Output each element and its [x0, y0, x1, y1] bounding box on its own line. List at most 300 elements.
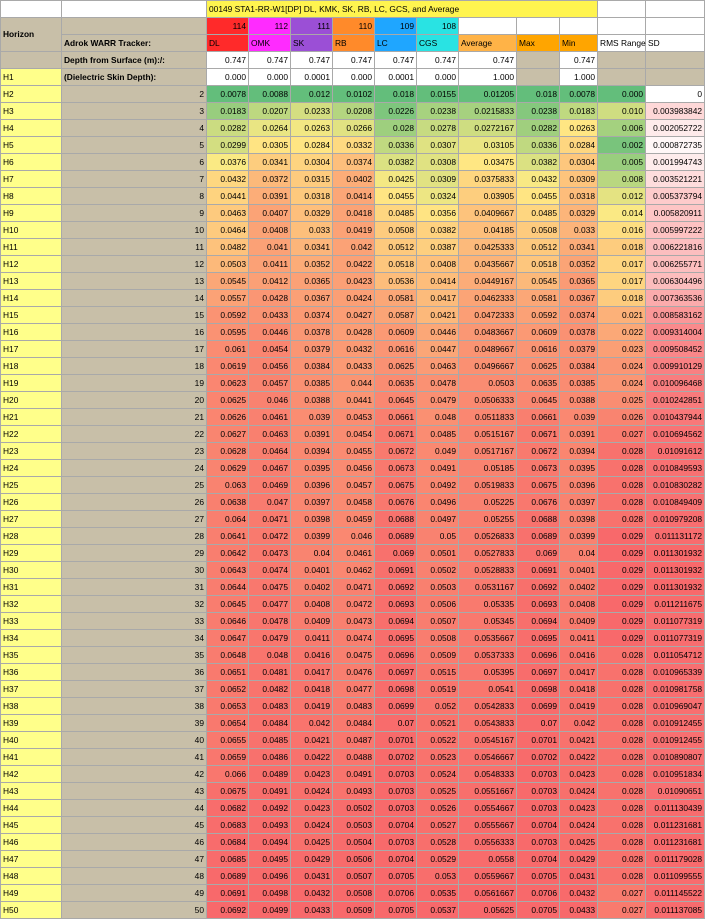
value-cell: 0.028	[598, 715, 646, 732]
value-cell: 0.011301932	[646, 562, 705, 579]
value-cell: 0.0454	[249, 341, 291, 358]
value-cell: 0.0512	[517, 239, 560, 256]
value-cell: 0.0531167	[459, 579, 517, 596]
value-cell: 0.027	[598, 426, 646, 443]
value-cell: 0.0233	[291, 103, 333, 120]
index-cell: 34	[62, 630, 207, 647]
value-cell: 0.0309	[417, 171, 459, 188]
index-cell: 18	[62, 358, 207, 375]
value-cell: 0.0672	[375, 443, 417, 460]
value-cell: 0.0078	[207, 86, 249, 103]
value-cell: 0.039	[291, 409, 333, 426]
value-cell: 0.0691	[375, 562, 417, 579]
index-cell: 29	[62, 545, 207, 562]
value-cell: 0.042	[333, 239, 375, 256]
value-cell: 0.0479	[249, 630, 291, 647]
value-cell: 0.0208	[333, 103, 375, 120]
table-row	[1, 494, 705, 511]
value-cell: 0.046	[249, 392, 291, 409]
horizon-label: H44	[1, 800, 62, 817]
value-cell: 0.0457	[333, 477, 375, 494]
value-cell: 0.03905	[459, 188, 517, 205]
horizon-label: H40	[1, 732, 62, 749]
value-cell: 0.0423	[333, 273, 375, 290]
value-cell: 0.026	[598, 409, 646, 426]
value-cell: 0.0299	[207, 137, 249, 154]
skin-row-cell: 0.000	[333, 69, 375, 86]
value-cell: 0.0647	[207, 630, 249, 647]
value-cell: 0.0385	[560, 375, 598, 392]
value-cell: 0.018	[598, 290, 646, 307]
horizon-label: H50	[1, 902, 62, 919]
table-row	[1, 528, 705, 545]
horizon-label: H48	[1, 868, 62, 885]
value-cell: 0.022	[598, 324, 646, 341]
value-cell: 0.029	[598, 528, 646, 545]
value-cell: 0.0625	[375, 358, 417, 375]
value-cell: 0.0706	[375, 885, 417, 902]
value-cell: 0.011145522	[646, 885, 705, 902]
value-cell: 0.0397	[560, 494, 598, 511]
value-cell: 0.0528833	[459, 562, 517, 579]
value-cell: 0.0382	[517, 154, 560, 171]
value-cell: 0.014	[598, 205, 646, 222]
value-cell: 0.0697	[375, 664, 417, 681]
value-cell: 0.0424	[333, 290, 375, 307]
value-cell: 0.028	[598, 460, 646, 477]
index-cell: 9	[62, 205, 207, 222]
value-cell: 0.0324	[417, 188, 459, 205]
value-cell: 0.0526833	[459, 528, 517, 545]
value-cell: 0.0705	[375, 902, 417, 919]
value-cell: 0.0471	[249, 511, 291, 528]
value-cell: 0.0395	[560, 460, 598, 477]
index-cell: 4	[62, 120, 207, 137]
value-cell: 0.029	[598, 613, 646, 630]
index-cell: 46	[62, 834, 207, 851]
value-cell: 0.0215833	[459, 103, 517, 120]
value-cell: 0.0441	[333, 392, 375, 409]
value-cell: 0.011211675	[646, 596, 705, 613]
value-cell: 0.07	[517, 715, 560, 732]
value-cell: 0.0427	[333, 307, 375, 324]
value-cell: 0.033	[291, 222, 333, 239]
value-cell: 0.0411	[249, 256, 291, 273]
value-cell: 0.0689	[517, 528, 560, 545]
value-cell: 0.006304496	[646, 273, 705, 290]
value-cell: 0.0659	[207, 749, 249, 766]
value-cell: 0.0394	[291, 443, 333, 460]
value-cell: 0.029	[598, 562, 646, 579]
horizon-label: H15	[1, 307, 62, 324]
value-cell: 0.0408	[291, 596, 333, 613]
value-cell: 0.010969047	[646, 698, 705, 715]
value-cell: 0.0414	[333, 188, 375, 205]
index-cell: 49	[62, 885, 207, 902]
value-cell: 0.0481	[249, 664, 291, 681]
value-cell: 0.010849593	[646, 460, 705, 477]
value-cell: 0.028	[598, 664, 646, 681]
table-row	[1, 86, 705, 103]
value-cell: 0.0508	[417, 630, 459, 647]
horizon-label: H46	[1, 834, 62, 851]
value-cell: 0.0397	[291, 494, 333, 511]
value-cell: 0.0503	[459, 375, 517, 392]
blank-cell	[1, 52, 62, 69]
value-cell: 0.0307	[417, 137, 459, 154]
value-cell: 0.0545167	[459, 732, 517, 749]
value-cell: 0.0418	[291, 681, 333, 698]
value-cell: 0.0645	[207, 596, 249, 613]
table-row	[1, 749, 705, 766]
value-cell: 0.0673	[375, 460, 417, 477]
table-row	[1, 834, 705, 851]
index-cell: 28	[62, 528, 207, 545]
value-cell: 0.0433	[560, 902, 598, 919]
value-cell: 0.0463	[207, 205, 249, 222]
value-cell: 0.0545	[517, 273, 560, 290]
value-cell: 0.0428	[333, 324, 375, 341]
value-cell: 0.028	[598, 732, 646, 749]
value-cell: 0.0308	[417, 154, 459, 171]
value-cell: 0.0521	[417, 715, 459, 732]
value-cell: 0.0675	[375, 477, 417, 494]
value-cell: 0.0423	[291, 766, 333, 783]
value-cell: 0.0609	[375, 324, 417, 341]
value-cell: 0.0518	[517, 256, 560, 273]
value-cell: 0.0491	[249, 783, 291, 800]
horizon-label: H47	[1, 851, 62, 868]
skin-row-cell: 1.000	[560, 69, 598, 86]
value-cell: 0.024	[598, 375, 646, 392]
skin-row-cell: 0.000	[417, 69, 459, 86]
value-cell: 0.0388	[560, 392, 598, 409]
value-cell: 0.0676	[375, 494, 417, 511]
horizon-label: H20	[1, 392, 62, 409]
table-row	[1, 154, 705, 171]
value-cell: 0.002	[598, 137, 646, 154]
index-cell: 48	[62, 868, 207, 885]
value-cell: 0.018	[375, 86, 417, 103]
value-cell: 0.008583162	[646, 307, 705, 324]
value-cell: 0.0527	[417, 817, 459, 834]
value-cell: 0.064	[207, 511, 249, 528]
value-cell: 0.0263	[291, 120, 333, 137]
value-cell: 0.011137085	[646, 902, 705, 919]
value-cell: 0.0473	[249, 545, 291, 562]
value-cell: 0.0488	[333, 749, 375, 766]
value-cell: 0.0483	[333, 698, 375, 715]
value-cell: 0.0641	[207, 528, 249, 545]
value-cell: 0.025	[598, 392, 646, 409]
value-cell: 0.018	[517, 86, 560, 103]
value-cell: 0.0379	[291, 341, 333, 358]
table-row	[1, 545, 705, 562]
column-header: OMK	[249, 35, 291, 52]
value-cell: 0.003521221	[646, 171, 705, 188]
value-cell: 0.0459	[333, 511, 375, 528]
value-cell: 0.0696	[375, 647, 417, 664]
value-cell: 0.0455	[517, 188, 560, 205]
value-cell: 0.0374	[333, 154, 375, 171]
table-row	[1, 426, 705, 443]
table-row	[1, 511, 705, 528]
value-cell: 0.0535667	[459, 630, 517, 647]
value-cell: 0.0423	[560, 800, 598, 817]
value-cell: 0.0425	[560, 834, 598, 851]
blank-cell	[62, 18, 207, 35]
value-cell: 0.05	[417, 528, 459, 545]
table-row	[1, 460, 705, 477]
horizon-label: H27	[1, 511, 62, 528]
horizon-label: H14	[1, 290, 62, 307]
value-cell: 0.0635	[517, 375, 560, 392]
value-cell: 0.0379	[560, 341, 598, 358]
value-cell: 0.0422	[333, 256, 375, 273]
value-cell: 0.0329	[291, 205, 333, 222]
value-cell: 0.028	[375, 120, 417, 137]
value-cell: 0.0703	[517, 834, 560, 851]
value-cell: 0.063	[207, 477, 249, 494]
value-cell: 0.0518	[375, 256, 417, 273]
value-cell: 0.0515	[417, 664, 459, 681]
horizon-label: H16	[1, 324, 62, 341]
horizon-label: H11	[1, 239, 62, 256]
value-cell: 0.0693	[517, 596, 560, 613]
index-cell: 8	[62, 188, 207, 205]
value-cell: 0.0703	[517, 783, 560, 800]
column-number-cell: 111	[291, 18, 333, 35]
value-cell: 0.0378	[560, 324, 598, 341]
value-cell: 0.0702	[517, 749, 560, 766]
value-cell: 0.0485	[375, 205, 417, 222]
value-cell: 0.0474	[249, 562, 291, 579]
table-row	[1, 256, 705, 273]
value-cell: 0.0706	[517, 885, 560, 902]
value-cell: 0.0692	[375, 579, 417, 596]
value-cell: 0.0704	[375, 851, 417, 868]
value-cell: 0.0416	[560, 647, 598, 664]
value-cell: 0.0645	[517, 392, 560, 409]
value-cell: 0.0394	[560, 443, 598, 460]
blank-cell	[646, 18, 705, 35]
value-cell: 0.0484	[249, 715, 291, 732]
value-cell: 0.0704	[375, 817, 417, 834]
value-cell: 0.03475	[459, 154, 517, 171]
value-cell: 0.0496	[249, 868, 291, 885]
depth-row	[1, 52, 705, 69]
value-cell: 0.0503	[417, 579, 459, 596]
value-cell: 0.0456	[333, 460, 375, 477]
index-cell: 33	[62, 613, 207, 630]
value-cell: 0.0341	[291, 239, 333, 256]
value-cell: 0.0423	[560, 766, 598, 783]
value-cell: 0.0676	[517, 494, 560, 511]
value-cell: 0.0425333	[459, 239, 517, 256]
column-header: CGS	[417, 35, 459, 52]
value-cell: 0.0654	[207, 715, 249, 732]
table-row	[1, 120, 705, 137]
tracker-label: Adrok WARR Tracker:	[62, 35, 207, 52]
value-cell: 0.0374	[560, 307, 598, 324]
value-cell: 0.05335	[459, 596, 517, 613]
depth-row-cell: 0.747	[249, 52, 291, 69]
value-cell: 0.0661	[375, 409, 417, 426]
value-cell: 0.010694562	[646, 426, 705, 443]
skin-row-cell: 0.000	[249, 69, 291, 86]
value-cell: 0.027	[598, 885, 646, 902]
value-cell: 0.0474	[333, 630, 375, 647]
table-row	[1, 596, 705, 613]
table-row	[1, 375, 705, 392]
value-cell: 0.006255771	[646, 256, 705, 273]
value-cell: 0.033	[560, 222, 598, 239]
index-cell: 50	[62, 902, 207, 919]
value-cell: 0.0457	[249, 375, 291, 392]
value-cell: 0.0502	[333, 800, 375, 817]
value-cell: 0.0498	[249, 885, 291, 902]
horizon-label: H8	[1, 188, 62, 205]
value-cell: 0.0517167	[459, 443, 517, 460]
value-cell: 0.0587	[375, 307, 417, 324]
value-cell: 0.0595	[207, 324, 249, 341]
horizon-label: H28	[1, 528, 62, 545]
value-cell: 0.0453	[333, 409, 375, 426]
horizon-h1: H1	[1, 69, 62, 86]
horizon-label: H43	[1, 783, 62, 800]
index-cell: 20	[62, 392, 207, 409]
value-cell: 0.0419	[560, 698, 598, 715]
value-cell: 0.0609	[517, 324, 560, 341]
value-cell: 0.0559667	[459, 868, 517, 885]
index-cell: 6	[62, 154, 207, 171]
value-cell: 0.0417	[417, 290, 459, 307]
value-cell: 0.0499	[249, 902, 291, 919]
column-header: SD	[646, 35, 705, 52]
value-cell: 0.009910129	[646, 358, 705, 375]
value-cell: 0.0336	[517, 137, 560, 154]
value-cell: 0.0691	[207, 885, 249, 902]
value-cell: 0.0421	[417, 307, 459, 324]
value-cell: 0.0078	[560, 86, 598, 103]
value-cell: 0.0455	[333, 443, 375, 460]
value-cell: 0.028	[598, 647, 646, 664]
value-cell: 0.0378	[291, 324, 333, 341]
value-cell: 0.0341	[560, 239, 598, 256]
value-cell: 0.0409	[291, 613, 333, 630]
table-row	[1, 443, 705, 460]
value-cell: 0.0696	[517, 647, 560, 664]
value-cell: 0.011231681	[646, 834, 705, 851]
table-row	[1, 885, 705, 902]
value-cell: 0.0551667	[459, 783, 517, 800]
value-cell: 0.0693	[375, 596, 417, 613]
index-cell: 45	[62, 817, 207, 834]
depth-row-cell: 0.747	[375, 52, 417, 69]
value-cell: 0.03105	[459, 137, 517, 154]
column-header: SK	[291, 35, 333, 52]
value-cell: 0.0384	[560, 358, 598, 375]
index-cell: 19	[62, 375, 207, 392]
table-row	[1, 902, 705, 919]
value-cell: 0.0385	[291, 375, 333, 392]
skin-row-cell: 1.000	[459, 69, 517, 86]
value-cell: 0.0523	[417, 749, 459, 766]
value-cell: 0.0704	[517, 817, 560, 834]
value-cell: 0.0472333	[459, 307, 517, 324]
value-cell: 0.0396	[291, 477, 333, 494]
value-cell: 0.01090651	[646, 783, 705, 800]
value-cell: 0.0431	[560, 868, 598, 885]
horizon-label: H17	[1, 341, 62, 358]
value-cell: 0.05395	[459, 664, 517, 681]
value-cell: 0.0672	[517, 443, 560, 460]
value-cell: 0.0503	[207, 256, 249, 273]
value-cell: 0.0464	[249, 443, 291, 460]
value-cell: 0.0492	[417, 477, 459, 494]
value-cell: 0.0315	[291, 171, 333, 188]
index-cell: 17	[62, 341, 207, 358]
value-cell: 0.0489667	[459, 341, 517, 358]
value-cell: 0.0543833	[459, 715, 517, 732]
value-cell: 0.0183	[560, 103, 598, 120]
column-number-cell: 114	[207, 18, 249, 35]
horizon-label: H41	[1, 749, 62, 766]
value-cell: 0.0428	[249, 290, 291, 307]
value-cell: 0.049	[417, 443, 459, 460]
value-cell: 0.0688	[517, 511, 560, 528]
value-cell: 0.0556333	[459, 834, 517, 851]
title-row	[1, 1, 705, 18]
table-row	[1, 409, 705, 426]
value-cell: 0.01205	[459, 86, 517, 103]
value-cell: 0.0626	[207, 409, 249, 426]
horizon-label: H36	[1, 664, 62, 681]
blank-cell	[598, 18, 646, 35]
value-cell: 0.0282	[207, 120, 249, 137]
value-cell: 0.005	[598, 154, 646, 171]
value-cell: 0.0489	[249, 766, 291, 783]
value-cell: 0.0493	[249, 817, 291, 834]
value-cell: 0.003983842	[646, 103, 705, 120]
value-cell: 0.0398	[291, 511, 333, 528]
column-header: LC	[375, 35, 417, 52]
value-cell: 0.0391	[560, 426, 598, 443]
index-cell: 16	[62, 324, 207, 341]
table-row	[1, 188, 705, 205]
value-cell: 0.0365	[291, 273, 333, 290]
value-cell: 0.0519833	[459, 477, 517, 494]
value-cell: 0.010	[598, 103, 646, 120]
value-cell: 0.0467	[249, 460, 291, 477]
value-cell: 0.028	[598, 443, 646, 460]
table-row	[1, 137, 705, 154]
value-cell: 0.0671	[517, 426, 560, 443]
value-cell: 0.0479	[417, 392, 459, 409]
value-cell: 0.011054712	[646, 647, 705, 664]
horizon-label: H4	[1, 120, 62, 137]
value-cell: 0.0555667	[459, 817, 517, 834]
value-cell: 0.0524	[417, 766, 459, 783]
value-cell: 0.029	[598, 579, 646, 596]
value-cell: 0.0432	[517, 171, 560, 188]
horizon-label: H9	[1, 205, 62, 222]
value-cell: 0.04	[560, 545, 598, 562]
value-cell: 0.017	[598, 273, 646, 290]
value-cell: 0.0616	[517, 341, 560, 358]
value-cell: 0.0482	[207, 239, 249, 256]
value-cell: 0.028	[598, 477, 646, 494]
